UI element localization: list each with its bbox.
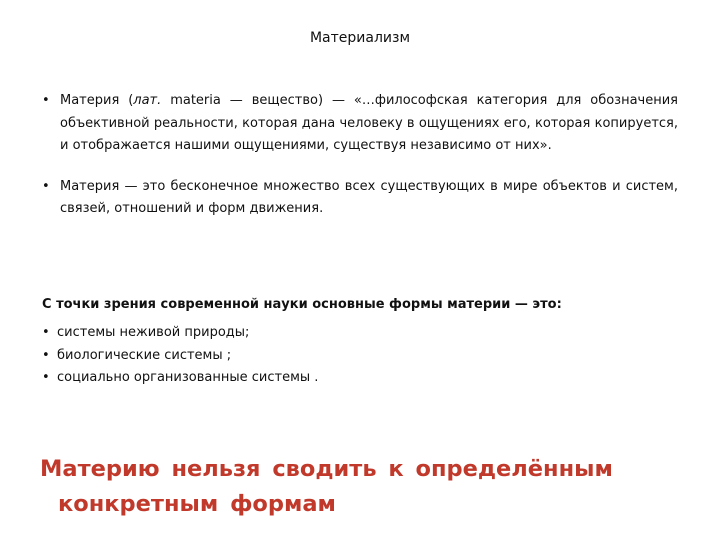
definition-1-text: materia — вещество) — «…философская категория для обозначения объективной реальности, которая дана человеку в ощущениях его, которая копируется, и отображается нашими ощущениями, существуя независимо от них». — [60, 93, 678, 153]
forms-list — [42, 322, 682, 390]
definition-1-latin-abbrev: лат. — [133, 93, 162, 108]
forms-item: • социально организованные системы . — [42, 367, 682, 390]
conclusion-text — [40, 452, 680, 522]
conclusion-line-2: конкретным формам — [58, 491, 336, 517]
slide-title: Материализм — [309, 30, 411, 46]
forms-intro: С точки зрения современной науки основные формы материи — это: — [42, 297, 562, 312]
definition-1-prefix: Материя ( — [60, 93, 134, 108]
forms-item: • системы неживой природы; — [42, 322, 682, 345]
definition-item-2 — [42, 176, 678, 221]
definition-2-text: Материя — это бесконечное множество всех существующих в мире объектов и систем, связей, отношений и форм движения. — [60, 178, 678, 216]
definition-item-1 — [42, 90, 678, 158]
definition-list — [42, 90, 678, 221]
conclusion-line-1: Материю нельзя сводить к определённым — [40, 456, 613, 482]
forms-item: • биологические системы ; — [42, 345, 682, 368]
